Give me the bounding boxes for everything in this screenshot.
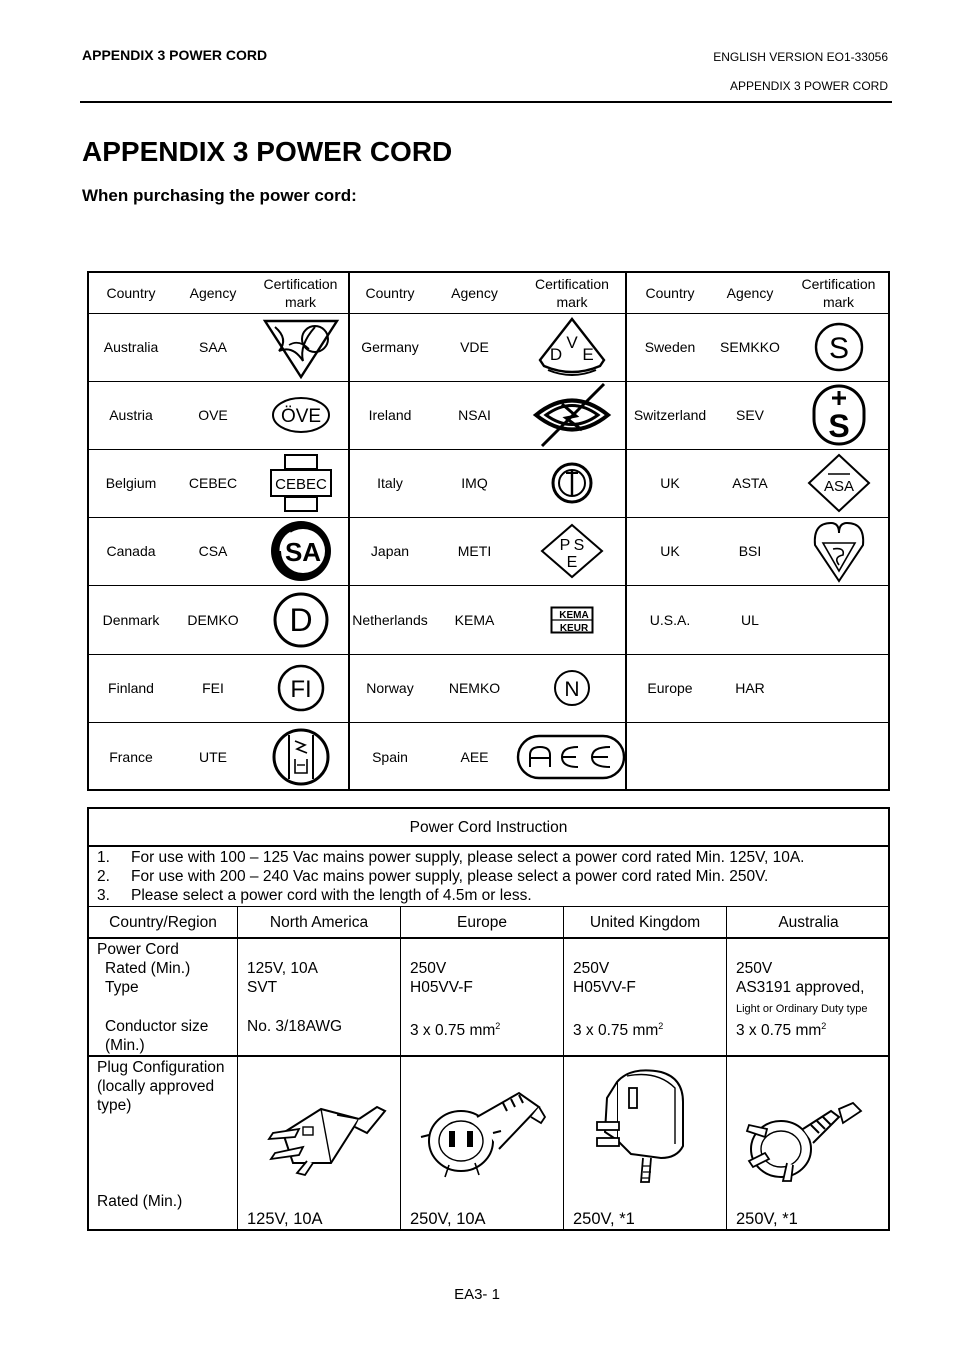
cert-country: U.S.A. (649, 611, 691, 628)
conductor-label: Conductor size (105, 1018, 209, 1035)
cert-agency: NSAI (458, 407, 491, 423)
saa-mark-icon (253, 313, 348, 381)
csa-mark-text: SA (284, 537, 321, 567)
note-number: 1. (97, 849, 110, 866)
plug-config-label: (locally approved (97, 1078, 215, 1095)
region-header: Country/Region (109, 914, 217, 931)
region-north-america: North America (269, 914, 369, 931)
cert-agency: HAR (735, 680, 765, 696)
cert-country: Finland (108, 680, 154, 696)
rated-label: Rated (Min.) (105, 960, 191, 977)
header-country: Country (645, 285, 695, 301)
header-agency: Agency (451, 285, 498, 301)
cert-country: Italy (377, 475, 403, 491)
nemko-mark-icon (519, 654, 625, 722)
semko-mark-icon (787, 313, 890, 381)
note-text: Please select a power cord with the length of 4.5m or less. (131, 887, 532, 904)
cert-agency: CSA (198, 543, 228, 559)
aee-mark-icon (515, 722, 627, 791)
cert-agency: VDE (460, 339, 489, 355)
header-certification-mark (253, 273, 348, 313)
cert-country: Austria (109, 407, 153, 423)
schuko-plug-icon (419, 1077, 549, 1192)
fei-mark-icon (253, 654, 348, 722)
plug-rated: 250V, *1 (573, 1210, 635, 1228)
page-number: EA3- 1 (454, 1286, 500, 1303)
cord-type: H05VV-F (573, 979, 636, 996)
svg-text:KEMA: KEMA (559, 609, 589, 621)
svg-text:V: V (566, 333, 578, 352)
cert-agency: AEE (460, 748, 489, 765)
column-divider (400, 907, 401, 1229)
cord-type: SVT (247, 979, 278, 996)
cert-country: Spain (372, 748, 408, 765)
instruction-title: Power Cord Instruction (409, 819, 568, 836)
cert-agency: SEV (735, 407, 764, 423)
running-header-left: APPENDIX 3 POWER CORD (82, 47, 268, 63)
header-certification-mark (787, 273, 890, 313)
csa-mark-icon (253, 517, 348, 585)
region-australia: Australia (778, 914, 839, 931)
cebec-mark-icon (253, 449, 348, 517)
cert-agency: UTE (199, 748, 227, 765)
vde-mark-icon (519, 313, 625, 381)
ove-mark-text: ÖVE (280, 406, 321, 427)
column-divider (237, 907, 238, 1229)
cert-country: Germany (361, 339, 419, 355)
conductor-value: 3 x 0.75 mm (410, 1022, 496, 1040)
ove-mark-icon (253, 381, 348, 449)
plug-config-label: type) (97, 1097, 132, 1114)
plug-rated: 250V, 10A (410, 1210, 486, 1228)
header-agency: Agency (189, 285, 237, 301)
pse-mark-icon (519, 517, 625, 585)
cert-agency: NEMKO (448, 680, 501, 696)
region-europe: Europe (457, 914, 507, 931)
note-number: 3. (97, 887, 110, 904)
cert-country: Switzerland (633, 407, 707, 423)
conductor-value: 3 x 0.75 mm (736, 1022, 822, 1040)
cert-agency: CEBEC (188, 475, 238, 491)
header-certification-mark (519, 273, 625, 313)
header-mark-line2: mark (822, 294, 855, 310)
running-header-section: APPENDIX 3 POWER CORD (729, 79, 888, 93)
australian-plug-icon (739, 1089, 869, 1194)
semko-mark-text: S (828, 332, 849, 365)
note-text: For use with 100 – 125 Vac mains power supply, please select a power cord rated Min. 125V, 10A. (131, 849, 805, 866)
conductor-superscript: 2 (658, 1021, 664, 1031)
svg-text:P: P (559, 537, 571, 554)
cert-agency: OVE (198, 407, 228, 423)
cert-country: UK (660, 475, 680, 491)
plug-rated: 125V, 10A (247, 1210, 323, 1228)
cord-type-note: Light or Ordinary Duty type (736, 1003, 868, 1015)
cord-rated: 250V (410, 960, 447, 977)
plug-rated: 250V, *1 (736, 1210, 798, 1228)
cert-country: Japan (370, 543, 410, 559)
header-agency: Agency (726, 285, 774, 301)
header-country: Country (106, 285, 156, 301)
row-divider (89, 845, 888, 847)
svg-text:E: E (566, 554, 578, 571)
fei-mark-text: FI (289, 676, 312, 703)
sev-mark-text: S (827, 408, 850, 444)
cert-country: Canada (106, 543, 156, 559)
asta-mark-icon (787, 449, 890, 517)
cert-country: Belgium (105, 475, 157, 491)
cert-country: UK (660, 543, 680, 559)
cord-rated: 250V (573, 960, 610, 977)
conductor-superscript: 2 (821, 1021, 827, 1031)
svg-text:E: E (582, 345, 594, 364)
demko-mark-text: D (288, 601, 313, 638)
ute-mark-icon (253, 722, 348, 791)
kema-mark-icon (519, 585, 625, 654)
conductor-superscript: 2 (495, 1021, 501, 1031)
certification-table (87, 271, 890, 791)
cert-country: Ireland (368, 407, 412, 423)
header-mark-line1: Certification (801, 276, 876, 292)
conductor-min-label: (Min.) (105, 1037, 145, 1054)
column-divider (563, 907, 564, 1229)
cert-country: France (109, 748, 153, 765)
svg-text:KEUR: KEUR (559, 622, 589, 634)
cord-rated: 250V (736, 960, 773, 977)
cord-conductor (573, 1017, 663, 1040)
note-number: 2. (97, 868, 110, 885)
section-subtitle: When purchasing the power cord: (82, 186, 357, 205)
cord-conductor: No. 3/18AWG (247, 1018, 343, 1035)
cert-agency: ASTA (732, 475, 768, 491)
running-header-version: ENGLISH VERSION EO1-33056 (713, 50, 888, 64)
cert-country: Netherlands (352, 611, 428, 628)
imq-mark-icon (519, 449, 625, 517)
cert-country: Denmark (102, 611, 160, 628)
type-label: Type (105, 979, 139, 996)
demko-mark-icon (253, 585, 348, 654)
header-mark-line1: Certification (263, 276, 338, 292)
cert-agency: UL (741, 611, 759, 628)
region-united-kingdom: United Kingdom (589, 914, 701, 931)
note-text: For use with 200 – 240 Vac mains power supply, please select a power cord rated Min. 250V. (131, 868, 769, 885)
row-divider (89, 1055, 888, 1057)
cert-agency: DEMKO (187, 611, 239, 628)
header-mark-line2: mark (284, 294, 317, 310)
cert-agency: BSI (738, 543, 762, 559)
header-mark-line1: Certification (535, 276, 609, 292)
header-rule (80, 101, 892, 103)
cert-agency: SAA (198, 339, 227, 355)
asta-mark-text: ASA (823, 478, 854, 495)
cert-agency: KEMA (454, 611, 495, 628)
cert-agency: FEI (202, 680, 224, 696)
cert-country: Australia (103, 339, 159, 355)
cert-country: Europe (647, 680, 693, 696)
plug-config-label: Plug Configuration (97, 1059, 225, 1076)
row-divider (89, 937, 888, 939)
cert-country: Norway (366, 680, 414, 696)
cert-country: Sweden (644, 339, 696, 355)
cord-type: AS3191 approved, (736, 979, 865, 996)
nsai-mark-icon (519, 381, 625, 449)
row-divider (89, 906, 888, 907)
nemko-mark-text: N (564, 678, 580, 701)
cert-agency: IMQ (461, 475, 488, 491)
cord-type: H05VV-F (410, 979, 473, 996)
column-divider (726, 907, 727, 1229)
header-mark-line2: mark (556, 294, 588, 310)
cert-agency: SEMKKO (720, 339, 780, 355)
cord-conductor (410, 1017, 500, 1040)
header-country: Country (365, 285, 415, 301)
sev-mark-icon (787, 381, 890, 449)
uk-plug-icon (587, 1062, 697, 1191)
plug-rated-label: Rated (Min.) (97, 1193, 183, 1210)
cert-agency: METI (457, 543, 492, 559)
cebec-mark-text: CEBEC (274, 476, 327, 493)
page-title: APPENDIX 3 POWER CORD (82, 136, 453, 167)
nema-plug-icon (259, 1089, 389, 1184)
bsi-kitemark-icon (787, 517, 890, 585)
conductor-value: 3 x 0.75 mm (573, 1022, 659, 1040)
svg-text:S: S (573, 537, 585, 554)
cord-conductor (736, 1017, 826, 1040)
cord-rated: 125V, 10A (247, 960, 318, 977)
power-cord-label: Power Cord (97, 941, 179, 958)
svg-text:D: D (549, 345, 563, 364)
power-cord-instruction-table (87, 807, 890, 1231)
